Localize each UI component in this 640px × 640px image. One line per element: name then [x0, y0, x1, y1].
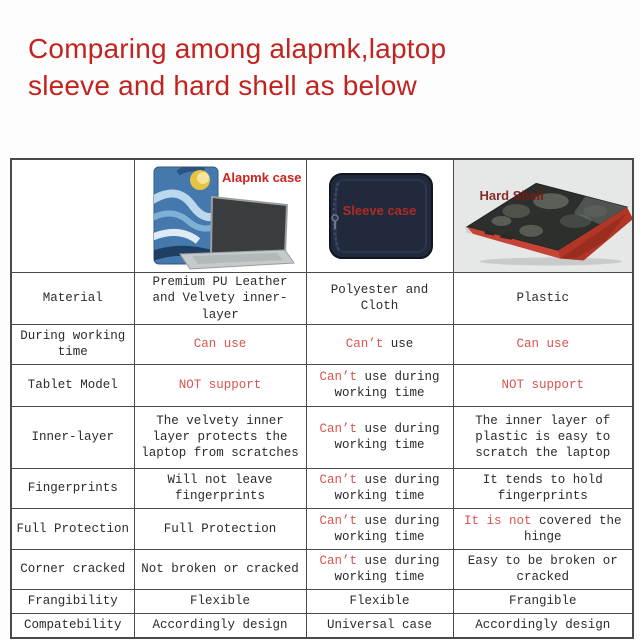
table-cell: NOT support — [453, 364, 633, 406]
table-row — [11, 406, 633, 468]
title-line-1: Comparing among alapmk,laptop — [28, 33, 447, 64]
table-row — [11, 273, 633, 325]
table-cell: The velvety inner layer protects the laptop from scratches — [134, 406, 306, 468]
table-cell: Can’t use during working time — [306, 406, 453, 468]
table-cell: Can’t use — [306, 324, 453, 364]
table-cell: Can use — [134, 324, 306, 364]
sleeve-case-label: Sleeve case — [342, 203, 417, 218]
row-label: During working time — [11, 324, 134, 364]
table-cell: Flexible — [134, 589, 306, 613]
table-row — [11, 549, 633, 589]
table-cell: It is not covered the hinge — [453, 508, 633, 549]
table-row — [11, 589, 633, 613]
table-cell: Will not leave fingerprints — [134, 468, 306, 508]
table-cell: Easy to be broken or cracked — [453, 549, 633, 589]
table-cell: NOT support — [134, 364, 306, 406]
table-row — [11, 613, 633, 638]
row-label: Compatebility — [11, 613, 134, 638]
row-label: Material — [11, 273, 134, 325]
row-label: Fingerprints — [11, 468, 134, 508]
row-label: Corner cracked — [11, 549, 134, 589]
hardshell-product-cell — [453, 159, 633, 273]
table-row — [11, 364, 633, 406]
table-cell: Can’t use during working time — [306, 549, 453, 589]
product-header-row — [11, 159, 633, 273]
table-cell: Accordingly design — [134, 613, 306, 638]
sleeve-product-cell — [306, 159, 453, 273]
table-cell: Universal case — [306, 613, 453, 638]
table-cell: The inner layer of plastic is easy to scratch the laptop — [453, 406, 633, 468]
comparison-table — [10, 158, 634, 639]
table-cell: Accordingly design — [453, 613, 633, 638]
row-label: Frangibility — [11, 589, 134, 613]
hardshell-case-image — [457, 161, 634, 271]
table-row — [11, 508, 633, 549]
table-cell: Premium PU Leather and Velvety inner-layer — [134, 273, 306, 325]
table-cell: Full Protection — [134, 508, 306, 549]
empty-corner-cell — [11, 159, 134, 273]
alapmk-case-label: Alapmk case — [222, 170, 302, 185]
alapmk-product-cell — [134, 159, 306, 273]
page-title — [28, 30, 588, 104]
table-cell: Not broken or cracked — [134, 549, 306, 589]
title-line-2: sleeve and hard shell as below — [28, 70, 417, 101]
table-cell: Flexible — [306, 589, 453, 613]
table-row — [11, 324, 633, 364]
table-cell: Frangible — [453, 589, 633, 613]
table-row — [11, 468, 633, 508]
hardshell-case-label: Hard Shell — [479, 188, 544, 203]
table-cell: Plastic — [453, 273, 633, 325]
table-cell: Can use — [453, 324, 633, 364]
row-label: Tablet Model — [11, 364, 134, 406]
table-cell: Can’t use during working time — [306, 468, 453, 508]
table-cell: Can’t use during working time — [306, 364, 453, 406]
table-cell: Polyester and Cloth — [306, 273, 453, 325]
table-cell: It tends to hold fingerprints — [453, 468, 633, 508]
row-label: Inner-layer — [11, 406, 134, 468]
row-label: Full Protection — [11, 508, 134, 549]
table-cell: Can’t use during working time — [306, 508, 453, 549]
